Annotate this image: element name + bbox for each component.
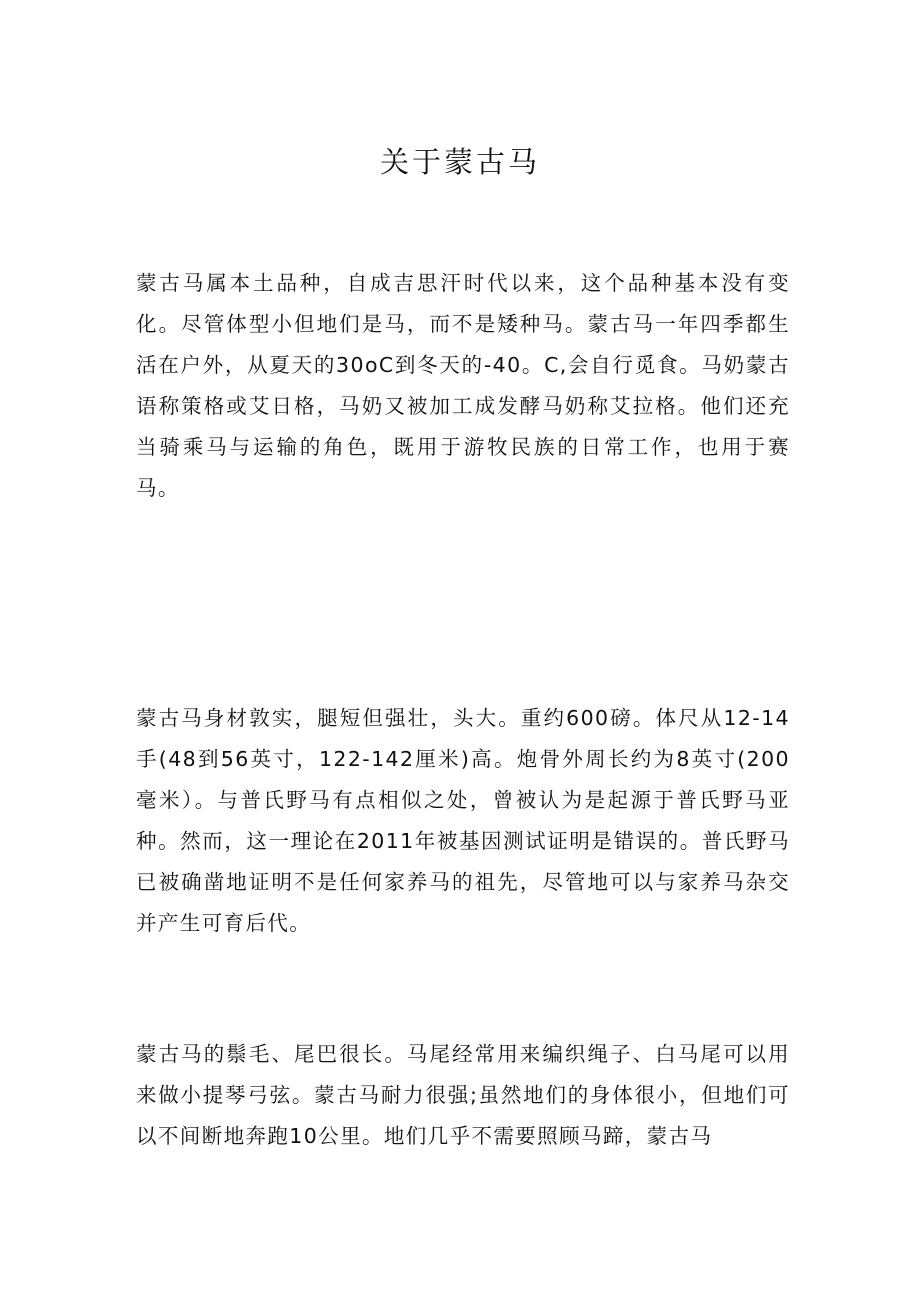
document-title: 关于蒙古马	[379, 145, 540, 179]
paragraph-2: 蒙古马身材敦实，腿短但强壮，头大。重约600磅。体尺从12-14手(48到56英寸，122-142厘米)高。炮骨外周长约为8英寸(200毫米）。与普氏野马有点相似之处，曾被认为是起源于普氏野马亚种。然而，这一理论在2011年被基因测试证明是错误的。普氏野马已被确凿地证明不是任何家养马的祖先，尽管地可以与家养马杂交并产生可育后代。	[136, 706, 790, 935]
paragraph-1: 蒙古马属本土品种，自成吉思汗时代以来，这个品种基本没有变化。尽管体型小但地们是马，而不是矮种马。蒙古马一年四季都生活在户外，从夏天的30oC到冬天的-40。C,会自行觅食。马奶蒙古语称策格或艾日格，马奶又被加工成发酵马奶称艾拉格。他们还充当骑乘马与运输的角色，既用于游牧民族的日常工作，也用于赛马。	[136, 271, 790, 500]
paragraph-3: 蒙古马的鬃毛、尾巴很长。马尾经常用来编织绳子、白马尾可以用来做小提琴弓弦。蒙古马耐力很强;虽然地们的身体很小，但地们可以不间断地奔跑10公里。地们几乎不需要照顾马蹄，蒙古马	[136, 1042, 790, 1148]
